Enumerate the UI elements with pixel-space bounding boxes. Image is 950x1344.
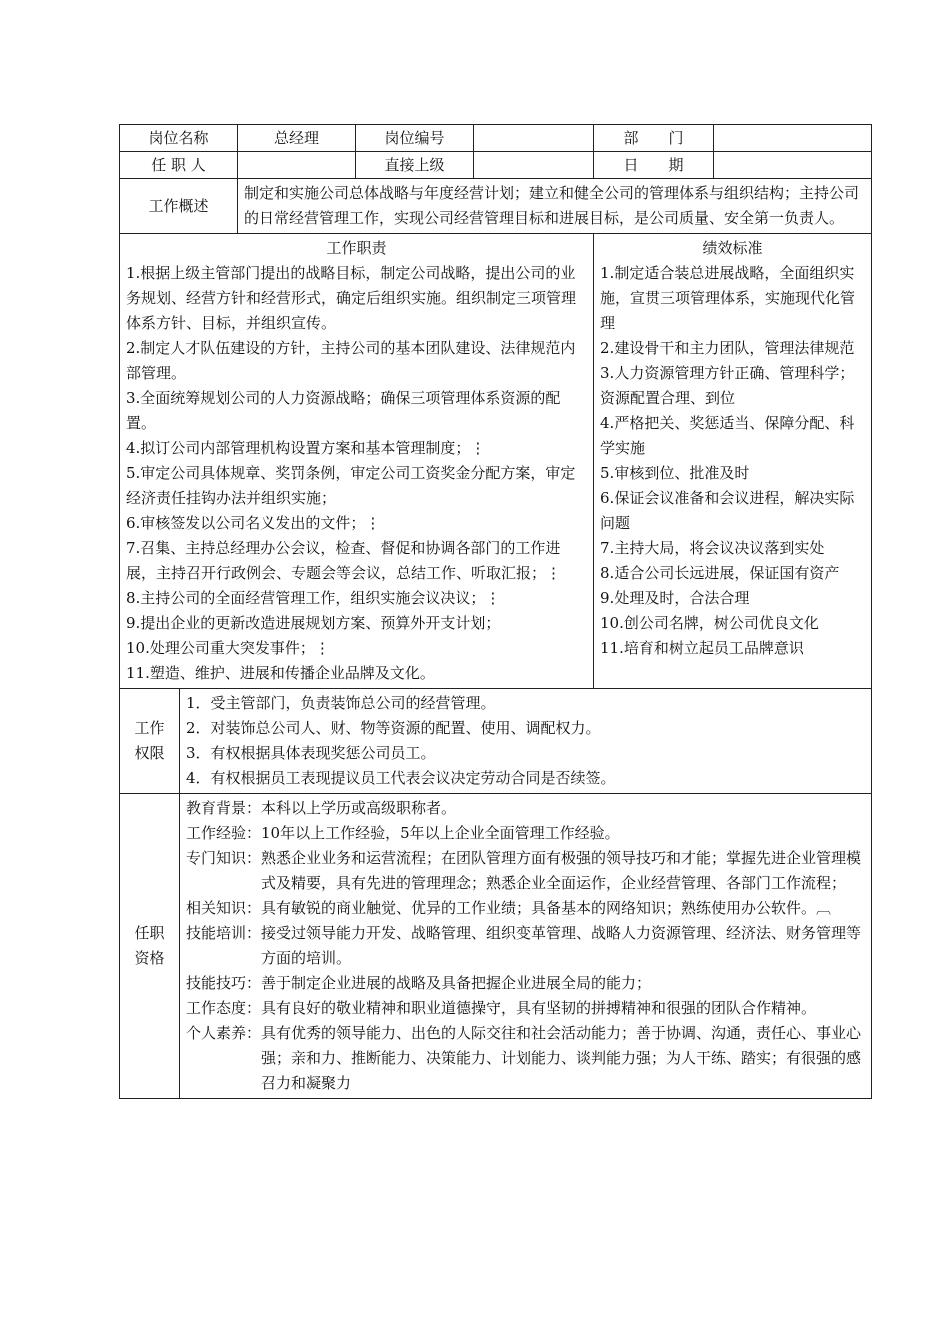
qualification-row	[120, 794, 872, 1099]
overview-label: 工作概述	[120, 179, 238, 234]
authority-item: 4．有权根据员工表现提议员工代表会议决定劳动合同是否续签。	[186, 769, 616, 787]
duty-item: 2.制定人才队伍建设的方针，主持公司的基本团队建设、法律规范内部管理。	[126, 339, 576, 382]
qualification-key: 个人素养：	[186, 1024, 262, 1042]
qualification-label	[120, 794, 180, 1099]
duties-row	[120, 234, 872, 689]
standard-item: 7.主持大局，将会议决议落到实处	[600, 539, 825, 557]
duty-item: 5.审定公司具体规章、奖罚条例，审定公司工资奖金分配方案，审定经济责任挂钩办法并组织实施；	[126, 464, 576, 507]
qualification-value: 具有敏锐的商业触觉、优异的工作业绩；具备基本的网络知识；熟练使用办公软件。︹	[261, 899, 832, 917]
duty-item: 6.审核签发以公司名义发出的文件；⋮	[126, 514, 381, 532]
duty-item: 4.拟订公司内部管理机构设置方案和基本管理制度；⋮	[126, 439, 486, 457]
authority-label	[120, 689, 180, 794]
qualification-value: 接受过领导能力开发、战略管理、组织变革管理、战略人力资源管理、经济法、财务管理等方面的培训。	[261, 924, 862, 967]
standards-title: 绩效标准	[702, 239, 763, 257]
qualification-key: 相关知识：	[186, 899, 262, 917]
standards-cell	[594, 234, 872, 689]
standard-item: 5.审核到位、批准及时	[600, 464, 750, 482]
standard-item: 8.适合公司长远进展，保证国有资产	[600, 564, 840, 582]
superior-value	[474, 152, 594, 179]
standard-item: 1.制定适合装总进展战略，全面组织实施，宣贯三项管理体系，实施现代化管理	[600, 264, 856, 332]
post-code-label: 岗位编号	[356, 125, 474, 152]
qualification-key: 专门知识：	[186, 849, 262, 867]
qualification-key: 技能技巧：	[186, 974, 262, 992]
header-row-2	[120, 152, 872, 179]
qualification-value: 10年以上工作经验，5年以上企业全面管理工作经验。	[261, 824, 620, 842]
qualification-item	[186, 896, 865, 921]
overview-row	[120, 179, 872, 234]
qualification-value: 本科以上学历或高级职称者。	[261, 799, 457, 817]
holder-label: 任 职 人	[120, 152, 238, 179]
date-label: 日 期	[594, 152, 714, 179]
authority-label-line1: 工作	[134, 719, 165, 737]
duty-item: 1.根据上级主管部门提出的战略目标，制定公司战略，提出公司的业务规划、经营方针和经营形式，确定后组织实施。组织制定三项管理体系方针、目标，并组织宣传。	[126, 264, 577, 332]
qualification-value: 具有良好的敬业精神和职业道德操守，具有坚韧的拼搏精神和很强的团队合作精神。	[261, 999, 817, 1017]
job-description-form	[119, 124, 871, 1099]
authority-item: 1．受主管部门，负责装饰总公司的经营管理。	[186, 694, 496, 712]
standard-item: 10.创公司名牌，树公司优良文化	[600, 614, 819, 632]
post-name-value: 总经理	[238, 125, 356, 152]
qualification-item	[186, 821, 865, 846]
qualification-label-line2: 资格	[134, 949, 165, 967]
duty-item: 7.召集、主持总经理办公会议，检查、督促和协调各部门的工作进展，主持召开行政例会、专题会等会议，总结工作、听取汇报；⋮	[126, 539, 562, 582]
date-value	[714, 152, 872, 179]
post-code-value	[474, 125, 594, 152]
qualification-key: 工作经验：	[186, 824, 262, 842]
authority-label-line2: 权限	[134, 744, 165, 762]
qualification-value: 熟悉企业业务和运营流程；在团队管理方面有极强的领导技巧和才能；掌握先进企业管理模式及精要，具有先进的管理理念；熟悉企业全面运作，企业经营管理、各部门工作流程；	[261, 849, 862, 892]
superior-label: 直接上级	[356, 152, 474, 179]
qualification-item	[186, 796, 865, 821]
dept-label: 部 门	[594, 125, 714, 152]
header-row-1	[120, 125, 872, 152]
qualification-value: 善于制定企业进展的战略及具备把握企业进展全局的能力；	[261, 974, 652, 992]
holder-value	[238, 152, 356, 179]
overview-text: 制定和实施公司总体战略与年度经营计划；建立和健全公司的管理体系与组织结构；主持公司的日常经营管理工作，实现公司经营管理目标和进展目标，是公司质量、安全第一负责人。	[238, 179, 872, 234]
qualification-item	[186, 846, 865, 896]
qualification-value: 具有优秀的领导能力、出色的人际交往和社会活动能力；善于协调、沟通，责任心、事业心强；亲和力、推断能力、决策能力、计划能力、谈判能力强；为人干练、踏实；有很强的感召力和凝聚力	[261, 1024, 862, 1092]
qualification-item	[186, 971, 865, 996]
qualification-item	[186, 921, 865, 971]
authority-item: 2．对装饰总公司人、财、物等资源的配置、使用、调配权力。	[186, 719, 601, 737]
standard-item: 4.严格把关、奖惩适当、保障分配、科学实施	[600, 414, 855, 457]
standard-item: 2.建设骨干和主力团队，管理法律规范	[600, 339, 855, 357]
duty-item: 3.全面统筹规划公司的人力资源战略；确保三项管理体系资源的配置。	[126, 389, 561, 432]
qualification-key: 教育背景：	[186, 799, 262, 817]
duties-title: 工作职责	[326, 239, 387, 257]
duty-item: 9.提出企业的更新改造进展规划方案、预算外开支计划；	[126, 614, 501, 632]
duty-item: 8.主持公司的全面经营管理工作，组织实施会议决议；⋮	[126, 589, 501, 607]
duty-item: 10.处理公司重大突发事件；⋮	[126, 639, 330, 657]
post-name-label: 岗位名称	[120, 125, 238, 152]
qualification-cell	[180, 794, 872, 1099]
job-description-table	[119, 124, 872, 1099]
dept-value	[714, 125, 872, 152]
qualification-item	[186, 1021, 865, 1096]
authority-row	[120, 689, 872, 794]
qualification-key: 技能培训：	[186, 924, 262, 942]
standard-item: 11.培育和树立起员工品牌意识	[600, 639, 804, 657]
standard-item: 6.保证会议准备和会议进程，解决实际问题	[600, 489, 855, 532]
qualification-label-line1: 任职	[134, 924, 165, 942]
standard-item: 3.人力资源管理方针正确、管理科学；资源配置合理、到位	[600, 364, 855, 407]
authority-cell	[180, 689, 872, 794]
duty-item: 11.塑造、维护、进展和传播企业品牌及文化。	[126, 664, 435, 682]
qualification-key: 工作态度：	[186, 999, 262, 1017]
authority-item: 3．有权根据具体表现奖惩公司员工。	[186, 744, 436, 762]
standard-item: 9.处理及时，合法合理	[600, 589, 750, 607]
qualification-item	[186, 996, 865, 1021]
duties-cell	[120, 234, 594, 689]
